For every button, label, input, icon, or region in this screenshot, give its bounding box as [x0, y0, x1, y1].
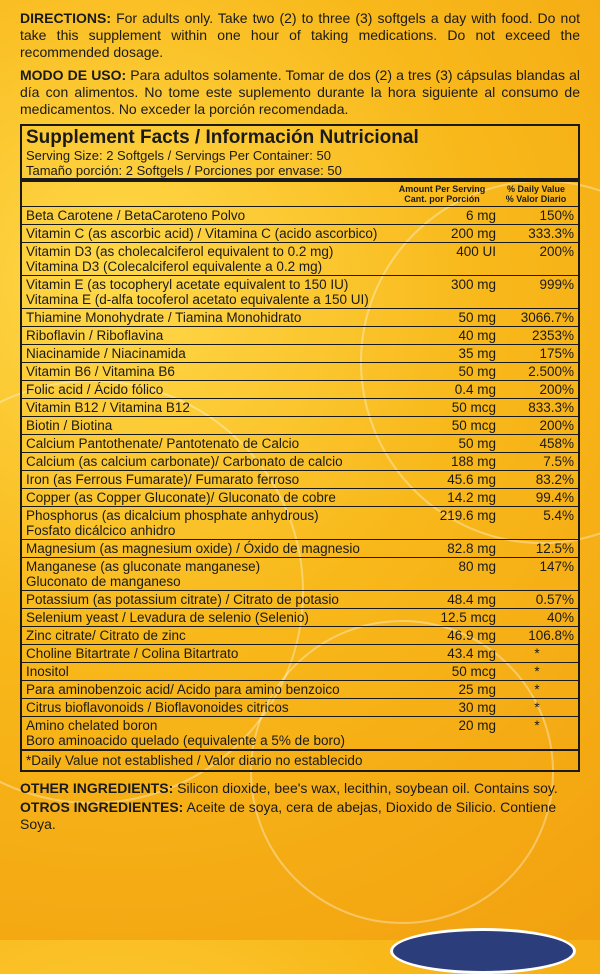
nutrient-daily-value: *	[534, 682, 540, 697]
nutrient-amount: 43.4 mg	[447, 646, 496, 661]
nutrient-name: Vitamin B12 / Vitamina B12	[26, 400, 190, 415]
nutrient-name: Copper (as Copper Gluconate)/ Gluconato de cobre	[26, 490, 336, 505]
daily-value-footnote: *Daily Value not established / Valor diario no establecido	[22, 749, 578, 770]
nutrient-daily-value: 200%	[539, 382, 574, 397]
facts-row	[22, 242, 578, 275]
facts-row	[22, 698, 578, 716]
nutrient-amount: 300 mg	[450, 277, 496, 292]
nutrient-amount: 50 mcg	[451, 400, 496, 415]
nutrient-name: Iron (as Ferrous Fumarate)/ Fumarato ferroso	[26, 472, 300, 487]
nutrient-daily-value: *	[534, 718, 540, 733]
nutrient-daily-value: 12.5%	[535, 541, 574, 556]
facts-row	[22, 206, 578, 224]
nutrient-amount: 50 mg	[458, 436, 496, 451]
nutrient-name: Magnesium (as magnesium oxide) / Óxido de magnesio	[26, 541, 360, 556]
nutrient-name: Manganese (as gluconate manganese) Gluconato de manganeso	[26, 559, 261, 589]
nutrient-daily-value: 40%	[546, 610, 574, 625]
facts-row	[22, 488, 578, 506]
nutrient-amount: 40 mg	[458, 328, 496, 343]
nutrient-name: Phosphorus (as dicalcium phosphate anhydrous) Fosfato dicálcico anhidro	[26, 508, 319, 538]
facts-title: Supplement Facts / Información Nutricional	[26, 127, 419, 148]
facts-row	[22, 308, 578, 326]
nutrient-daily-value: 2353%	[531, 328, 574, 343]
otros-ingredientes	[20, 799, 580, 833]
nutrient-name: Vitamin C (as ascorbic acid) / Vitamina C (acido ascorbico)	[26, 226, 378, 241]
modo-de-uso-text: Para adultos solamente. Tomar de dos (2) a tres (3) cápsulas blandas al día con alimentos. No tome este suplemento durante la hora siguiente al consumo de medicamentos. No exceder la porción recomendada.	[20, 67, 581, 117]
directions-paragraph	[20, 10, 580, 61]
nutrient-amount: 50 mcg	[451, 418, 496, 433]
facts-row	[22, 398, 578, 416]
nutrient-name: Zinc citrate/ Citrato de zinc	[26, 628, 186, 643]
certification-seal	[390, 928, 576, 974]
nutrient-name: Choline Bitartrate / Colina Bitartrato	[26, 646, 239, 661]
nutrient-daily-value: 999%	[539, 277, 574, 292]
modo-de-uso-paragraph	[20, 67, 580, 118]
facts-row	[22, 680, 578, 698]
nutrient-daily-value: *	[534, 664, 540, 679]
facts-row	[22, 644, 578, 662]
nutrient-daily-value: 200%	[539, 418, 574, 433]
facts-row	[22, 662, 578, 680]
facts-row	[22, 362, 578, 380]
nutrient-amount: 0.4 mg	[454, 382, 496, 397]
facts-column-header	[22, 178, 578, 206]
facts-row	[22, 326, 578, 344]
facts-row	[22, 557, 578, 590]
nutrient-daily-value: 175%	[539, 346, 574, 361]
facts-row	[22, 224, 578, 242]
facts-row	[22, 344, 578, 362]
nutrient-daily-value: 458%	[539, 436, 574, 451]
directions-label: DIRECTIONS:	[20, 10, 111, 26]
nutrient-amount: 80 mg	[458, 559, 496, 574]
other-ingredients-text: Silicon dioxide, bee's wax, lecithin, soybean oil. Contains soy.	[173, 780, 558, 796]
serving-size-line-es: Tamaño porción: 2 Softgels / Porciones por envase: 50	[26, 163, 342, 178]
nutrient-amount: 200 mg	[450, 226, 496, 241]
nutrient-amount: 20 mg	[458, 718, 496, 733]
nutrient-amount: 82.8 mg	[447, 541, 496, 556]
nutrient-daily-value: 99.4%	[535, 490, 574, 505]
otros-ingredientes-text: Aceite de soya, cera de abejas, Dioxido de Silicio. Contiene Soya.	[20, 799, 557, 832]
nutrient-amount: 50 mg	[458, 364, 496, 379]
nutrient-amount: 50 mcg	[451, 664, 496, 679]
facts-row	[22, 470, 578, 488]
nutrient-name: Potassium (as potassium citrate) / Citrato de potasio	[26, 592, 339, 607]
nutrient-name: Vitamin E (as tocopheryl acetate equivalent to 150 IU) Vitamina E (d-alfa tocoferol acetato equivalente a 150 UI)	[26, 277, 369, 307]
facts-row	[22, 275, 578, 308]
nutrient-name: Vitamin B6 / Vitamina B6	[26, 364, 175, 379]
nutrient-name: Citrus bioflavonoids / Bioflavonoides citricos	[26, 700, 289, 715]
facts-row	[22, 608, 578, 626]
nutrient-amount: 188 mg	[450, 454, 496, 469]
nutrient-daily-value: 3066.7%	[520, 310, 574, 325]
nutrient-daily-value: 833.3%	[528, 400, 574, 415]
nutrient-name: Inositol	[26, 664, 69, 679]
nutrient-daily-value: 150%	[539, 208, 574, 223]
nutrient-daily-value: 147%	[539, 559, 574, 574]
nutrient-name: Amino chelated boron Boro aminoacido quelado (equivalente a 5% de boro)	[26, 718, 345, 748]
otros-ingredientes-label: OTROS INGREDIENTES:	[20, 799, 184, 815]
nutrient-amount: 35 mg	[458, 346, 496, 361]
nutrient-daily-value: 0.57%	[535, 592, 574, 607]
nutrient-daily-value: 200%	[539, 244, 574, 259]
nutrient-daily-value: *	[534, 646, 540, 661]
daily-value-header: % Daily Value % Valor Diario	[505, 184, 567, 204]
facts-rows	[22, 206, 578, 749]
nutrient-amount: 400 UI	[456, 244, 496, 259]
nutrient-amount: 12.5 mcg	[440, 610, 496, 625]
nutrient-amount: 219.6 mg	[439, 508, 496, 523]
nutrient-name: Vitamin D3 (as cholecalciferol equivalent to 0.2 mg) Vitamina D3 (Colecalciferol equivalente a 0.2 mg)	[26, 244, 334, 274]
nutrient-name: Niacinamide / Niacinamida	[26, 346, 186, 361]
nutrient-amount: 25 mg	[458, 682, 496, 697]
nutrient-daily-value: 5.4%	[543, 508, 574, 523]
nutrient-daily-value: 2.500%	[528, 364, 574, 379]
facts-row	[22, 539, 578, 557]
nutrient-amount: 6 mg	[465, 208, 496, 223]
nutrient-amount: 30 mg	[458, 700, 496, 715]
nutrient-daily-value: 106.8%	[528, 628, 574, 643]
nutrient-name: Thiamine Monohydrate / Tiamina Monohidrato	[26, 310, 302, 325]
nutrient-daily-value: 83.2%	[535, 472, 574, 487]
nutrient-amount: 14.2 mg	[447, 490, 496, 505]
nutrient-amount: 48.4 mg	[447, 592, 496, 607]
other-ingredients	[20, 780, 580, 797]
nutrient-name: Selenium yeast / Levadura de selenio (Selenio)	[26, 610, 309, 625]
header-spacer	[26, 184, 386, 204]
supplement-facts-panel	[20, 124, 580, 772]
nutrient-daily-value: *	[534, 700, 540, 715]
other-ingredients-label: OTHER INGREDIENTS:	[20, 780, 174, 796]
facts-row	[22, 716, 578, 749]
facts-row	[22, 416, 578, 434]
nutrient-name: Riboflavin / Riboflavina	[26, 328, 164, 343]
facts-row	[22, 434, 578, 452]
nutrient-name: Biotin / Biotina	[26, 418, 113, 433]
amount-header: Amount Per Serving Cant. por Porción	[398, 184, 486, 204]
serving-size-line: Serving Size: 2 Softgels / Servings Per Container: 50	[26, 148, 331, 163]
nutrient-daily-value: 333.3%	[528, 226, 574, 241]
nutrient-amount: 50 mg	[458, 310, 496, 325]
nutrient-name: Beta Carotene / BetaCaroteno Polvo	[26, 208, 246, 223]
facts-row	[22, 626, 578, 644]
nutrient-name: Folic acid / Ácido fólico	[26, 382, 164, 397]
modo-de-uso-label: MODO DE USO:	[20, 67, 127, 83]
nutrient-name: Calcium Pantothenate/ Pantotenato de Calcio	[26, 436, 300, 451]
facts-row	[22, 506, 578, 539]
facts-row	[22, 590, 578, 608]
nutrient-name: Calcium (as calcium carbonate)/ Carbonato de calcio	[26, 454, 343, 469]
nutrient-name: Para aminobenzoic acid/ Acido para amino benzoico	[26, 682, 340, 697]
directions-text: For adults only. Take two (2) to three (3) softgels a day with food. Do not take this supplement within one hour of taking medications. Do not exceed the recommended dosage.	[20, 10, 580, 60]
nutrient-amount: 46.9 mg	[447, 628, 496, 643]
nutrient-amount: 45.6 mg	[447, 472, 496, 487]
nutrient-daily-value: 7.5%	[543, 454, 574, 469]
facts-row	[22, 380, 578, 398]
facts-row	[22, 452, 578, 470]
